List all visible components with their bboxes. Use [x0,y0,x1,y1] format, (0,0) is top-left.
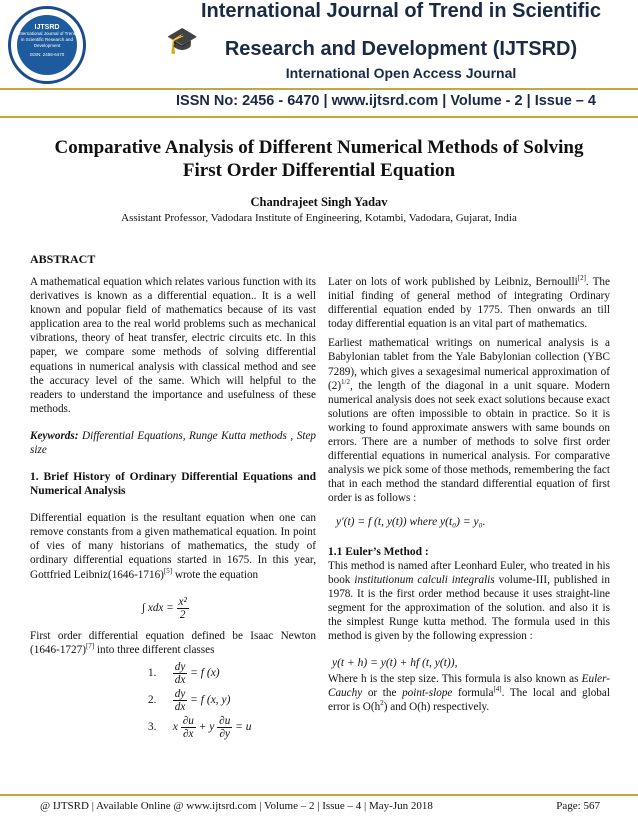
history-text: Later on lots of work published by Leibniz, Bernoulli [328,276,578,288]
class-item-1 [148,661,316,686]
page-number: Page: 567 [556,800,600,812]
eq-leibniz-fraction [177,596,189,621]
issn-line: ISSN No: 2456 - 6470 | www.ijtsrd.com | Volume - 2 | Issue – 4 [176,93,596,109]
numerical-text-b: , the length of the diagonal in a unit square. Modern numerical analysis does not seek exact solutions because exact solutions are often impossible to obtain in practice. So it is working to found approximate answers with same bounds on errors. There are a number of methods to solve first order differential equations in numerical analysis. For comparative analysis we pick some of those methods, remembering the fact that in each method the standard differential equation of first order is as follows : [328,379,610,505]
eq-leibniz-lhs: ∫ xdx = [142,601,174,614]
class3-fraction1 [181,715,196,740]
class3-rhs: = u [235,720,252,733]
journal-subtitle: International Open Access Journal [285,65,517,81]
section1-heading: 1. Brief History of Ordinary Differential Equations and Numerical Analysis [30,471,316,498]
history-text-end: . The initial finding of general method of integrating Ordinary differential equation ended by 1775. Then onwards an till today differential equation is an vital part of mathematics. [328,276,610,331]
exponent: 2 [380,699,384,708]
fraction-denominator: ∂y [219,727,230,740]
abstract-text: A mathematical equation which relates various function with its derivatives is known as a differential equation.. It is a well known and popular field of mathematics because of its vast application area to the real world problems such as mechanical vibrations, theory of heat transfer, electric circuits etc. In this paper, we compare some methods of solving differential equations in numerical analysis with classical method and see the accuracy level of the same. Which will helpful to the readers to understand the importance and usefulness of these methods. [30,276,316,415]
footer-left: @ IJTSRD | Available Online @ www.ijtsrd.com | Volume – 2 | Issue – 4 | May-Jun 2018 [40,800,433,812]
logo-text: IJTSRD [34,24,60,31]
class-number: 1. [148,666,157,679]
section1-p2-text: First order differential equation defined be Isaac Newton (1646-1727) [30,629,316,656]
section1-paragraph1 [30,511,316,581]
fraction-numerator: dy [174,687,186,700]
euler-cauchy-term: Euler-Cauchy [328,673,610,700]
author-affiliation: Assistant Professor, Vadodara Institute of Engineering, Kotambi, Vadodara, Gujarat, India [121,212,517,224]
logo-seal [17,15,77,75]
numerical-text-a: Earliest mathematical writings on numerical analysis is a Babylonian tablet from the Yale Babylonian collection (YBC 7289), which gives a sexagesimal numerical approximation of (2) [328,337,610,392]
keywords-label: Keywords: [30,429,79,442]
page-footer [40,800,600,812]
class3-x: x [172,720,178,733]
header-divider-top [0,88,638,90]
numerical-analysis-paragraph [328,336,610,505]
euler-paragraph1 [328,559,610,644]
journal-logo [8,6,86,84]
paper-title [30,136,608,182]
class3-plus-y: + y [198,720,215,733]
class-item-2 [148,688,316,713]
euler-paragraph2 [328,672,610,714]
euler-p2-or: or the [362,687,403,700]
section1-paragraph2 [30,629,316,657]
fraction-numerator: x² [178,595,187,608]
euler-p2-c: ) and O(h) respectively. [383,701,490,714]
equation-standard: y′(t) = f (t, y(t)) where y(t₀) = y₀. [336,515,486,528]
class2-rhs: = f (x, y) [190,693,231,706]
fraction-numerator: dy [174,660,186,673]
keywords [30,429,316,457]
section11-heading: 1.1 Euler’s Method : [328,545,429,558]
section1-p1-text: Differential equation is the resultant equation when one can remove constants from a given mathematical equation. In point of vies of many historians of mathematics, the study of ordinary differential equations started in 1675. In this year, Gottfried Leibniz(1646-1716) [30,512,316,581]
euler-text-b: volume-III, published in 1978. It is the first order method because it uses straight-line segment for the approximation of the solution. and also it is the simplest Runge kutta method. The formula used in this method is given by the following expression : [328,573,611,643]
citation-ref: [4] [493,685,502,694]
class-number: 3. [148,720,157,733]
point-slope-term: point-slope [402,687,453,700]
citation-ref: [2] [577,274,586,282]
euler-p2-a: Where h is the step size. This formula is also known as [328,673,582,686]
class-number: 2. [148,693,157,706]
exponent: 1/2 [341,377,350,386]
keywords-text: Differential Equations, Runge Kutta methods , Step size [30,429,317,457]
class1-fraction [173,661,188,686]
right-column [328,275,610,715]
equation-euler: y(t + h) = y(t) + hf (t, y(t)), [332,657,458,670]
citation-ref: [7] [85,641,95,650]
class1-rhs: = f (x) [190,666,220,679]
journal-title-line1: International Journal of Trend in Scientific [200,0,602,22]
logo-subtext: International Journal of Trend in Scientific Research and Development [17,31,77,48]
footer-divider [0,794,638,796]
section1-p1-end: wrote the equation [172,568,259,581]
graduation-cap-icon: 🎓 [166,26,199,55]
fraction-denominator: dx [174,673,186,686]
paper-title-line2: First Order Differential Equation [182,160,456,181]
history-paragraph [328,275,610,331]
fraction-denominator: 2 [179,608,186,621]
euler-text-a: This method is named after Leonhard Euler, who treated in his book [328,559,610,586]
euler-book-title: institutionum calculi integralis [354,573,495,586]
fraction-denominator: ∂x [183,727,194,740]
fraction-denominator: dx [174,700,186,713]
header-divider-bottom [0,116,638,118]
euler-p2-b: . The local and global error is O(h [328,687,610,714]
class2-fraction [173,688,188,713]
class-item-3 [148,715,316,740]
class3-fraction2 [217,715,232,740]
equation-leibniz [142,596,316,621]
author-name: Chandrajeet Singh Yadav [250,195,388,209]
logo-issn: ISSN: 2456-6470 [29,52,65,57]
fraction-numerator: ∂u [219,714,231,727]
abstract-heading: ABSTRACT [30,252,96,266]
paper-title-line1: Comparative Analysis of Different Numerical Methods of Solving [54,137,584,158]
section1-p2-end: into three different classes [94,643,215,656]
citation-ref: [5] [163,566,173,575]
left-column [30,275,316,740]
journal-title-line2: Research and Development (IJTSRD) [224,38,578,60]
fraction-numerator: ∂u [182,714,194,727]
euler-p2-formula: formula [452,687,494,700]
journal-title [196,0,606,61]
class-list [148,661,316,740]
